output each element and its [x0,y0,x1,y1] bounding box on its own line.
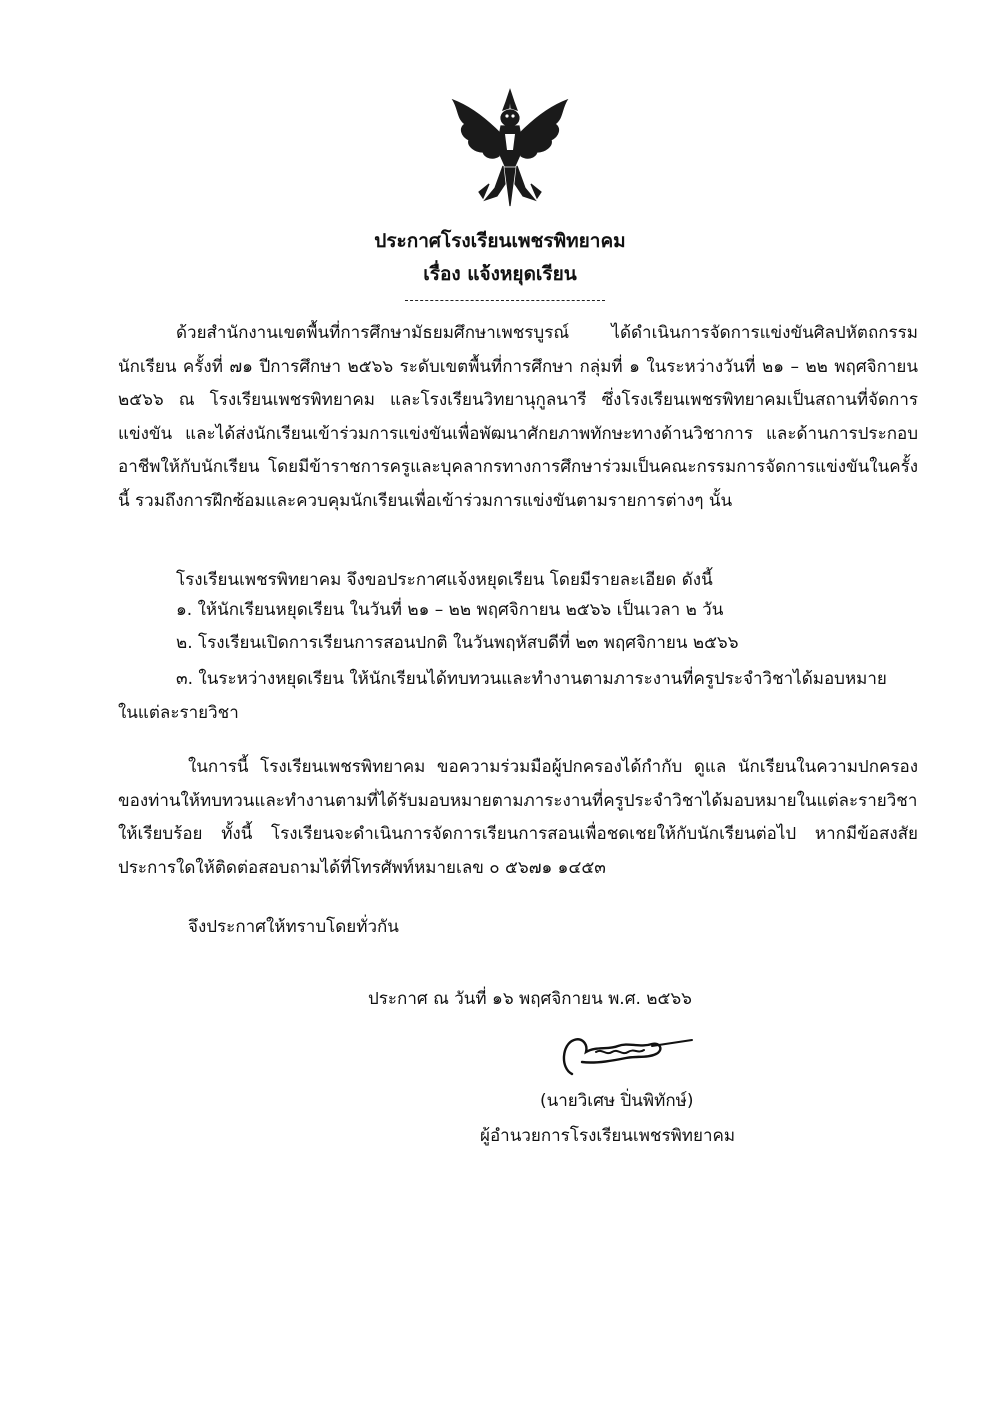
intro-paragraph: ด้วยสำนักงานเขตพื้นที่การศึกษามัธยมศึกษาเพชรบูรณ์ ได้ดำเนินการจัดการแข่งขันศิลปหัตถกรรมนักเรียน ครั้งที่ ๗๑ ปีการศึกษา ๒๕๖๖ ระดับเขตพื้นที่การศึกษา กลุ่มที่ ๑ ในระหว่างวันที่ ๒๑ – ๒๒ พฤศจิกายน ๒๕๖๖ ณ โรงเรียนเพชรพิทยาคม และโรงเรียนวิทยานุกูลนารี ซึ่งโรงเรียนเพชรพิทยาคมเป็นสถานที่จัดการแข่งขัน และได้ส่งนักเรียนเข้าร่วมการแข่งขันเพื่อพัฒนาศักยภาพทักษะทางด้านวิชาการ และด้านการประกอบอาชีพให้กับนักเรียน โดยมีข้าราชการครูและบุคลากรทางการศึกษาร่วมเป็นคณะกรรมการจัดการแข่งขันในครั้งนี้ รวมถึงการฝึกซ้อมและควบคุมนักเรียนเพื่อเข้าร่วมการแข่งขันตามรายการต่างๆ นั้น [118,323,918,511]
announce-paragraph: โรงเรียนเพชรพิทยาคม จึงขอประกาศแจ้งหยุดเรียน โดยมีรายละเอียด ดังนี้ [176,570,713,590]
handwritten-signature [556,1024,696,1084]
list-item-3-text: ๓. ในระหว่างหยุดเรียน ให้นักเรียนได้ทบทวนและทำงานตามภาระงานที่ครูประจำวิชาได้มอบหมาย [176,669,887,689]
signer-name: (นายวิเศษ ปิ่นพิทักษ์) [540,1091,694,1111]
list-item-2: ๒. โรงเรียนเปิดการเรียนการสอนปกติ ในวันพฤหัสบดีที่ ๒๓ พฤศจิกายน ๒๕๖๖ [176,633,739,653]
signer-position: ผู้อำนวยการโรงเรียนเพชรพิทยาคม [480,1126,736,1146]
request-paragraph: ในการนี้ โรงเรียนเพชรพิทยาคม ขอความร่วมมือผู้ปกครองได้กำกับ ดูแล นักเรียนในความปกครองของท่านให้ทบทวนและทำงานตามที่ได้รับมอบหมายตามภาระงานที่ครูประจำวิชาได้มอบหมายในแต่ละรายวิชาให้เรียบร้อย ทั้งนี้ โรงเรียนจะดำเนินการจัดการเรียนการสอนเพื่อชดเชยให้กับนักเรียนต่อไป หากมีข้อสงสัยประการใดให้ติดต่อสอบถามได้ที่โทรศัพท์หมายเลข ๐ ๕๖๗๑ ๑๔๕๓ [118,757,918,878]
garuda-emblem-icon [445,88,575,214]
closing-paragraph: จึงประกาศให้ทราบโดยทั่วกัน [188,917,399,937]
announcement-date: ประกาศ ณ วันที่ ๑๖ พฤศจิกายน พ.ศ. ๒๕๖๖ [368,989,692,1009]
announcement-title: ประกาศโรงเรียนเพชรพิทยาคม [374,230,626,252]
title-divider [405,300,605,301]
list-item-1: ๑. ให้นักเรียนหยุดเรียน ในวันที่ ๒๑ – ๒๒ พฤศจิกายน ๒๕๖๖ เป็นเวลา ๒ วัน [176,600,724,620]
list-item-3 [118,663,918,730]
announcement-subject: เรื่อง แจ้งหยุดเรียน [423,263,577,285]
list-item-3-continuation: ในแต่ละรายวิชา [118,702,239,723]
